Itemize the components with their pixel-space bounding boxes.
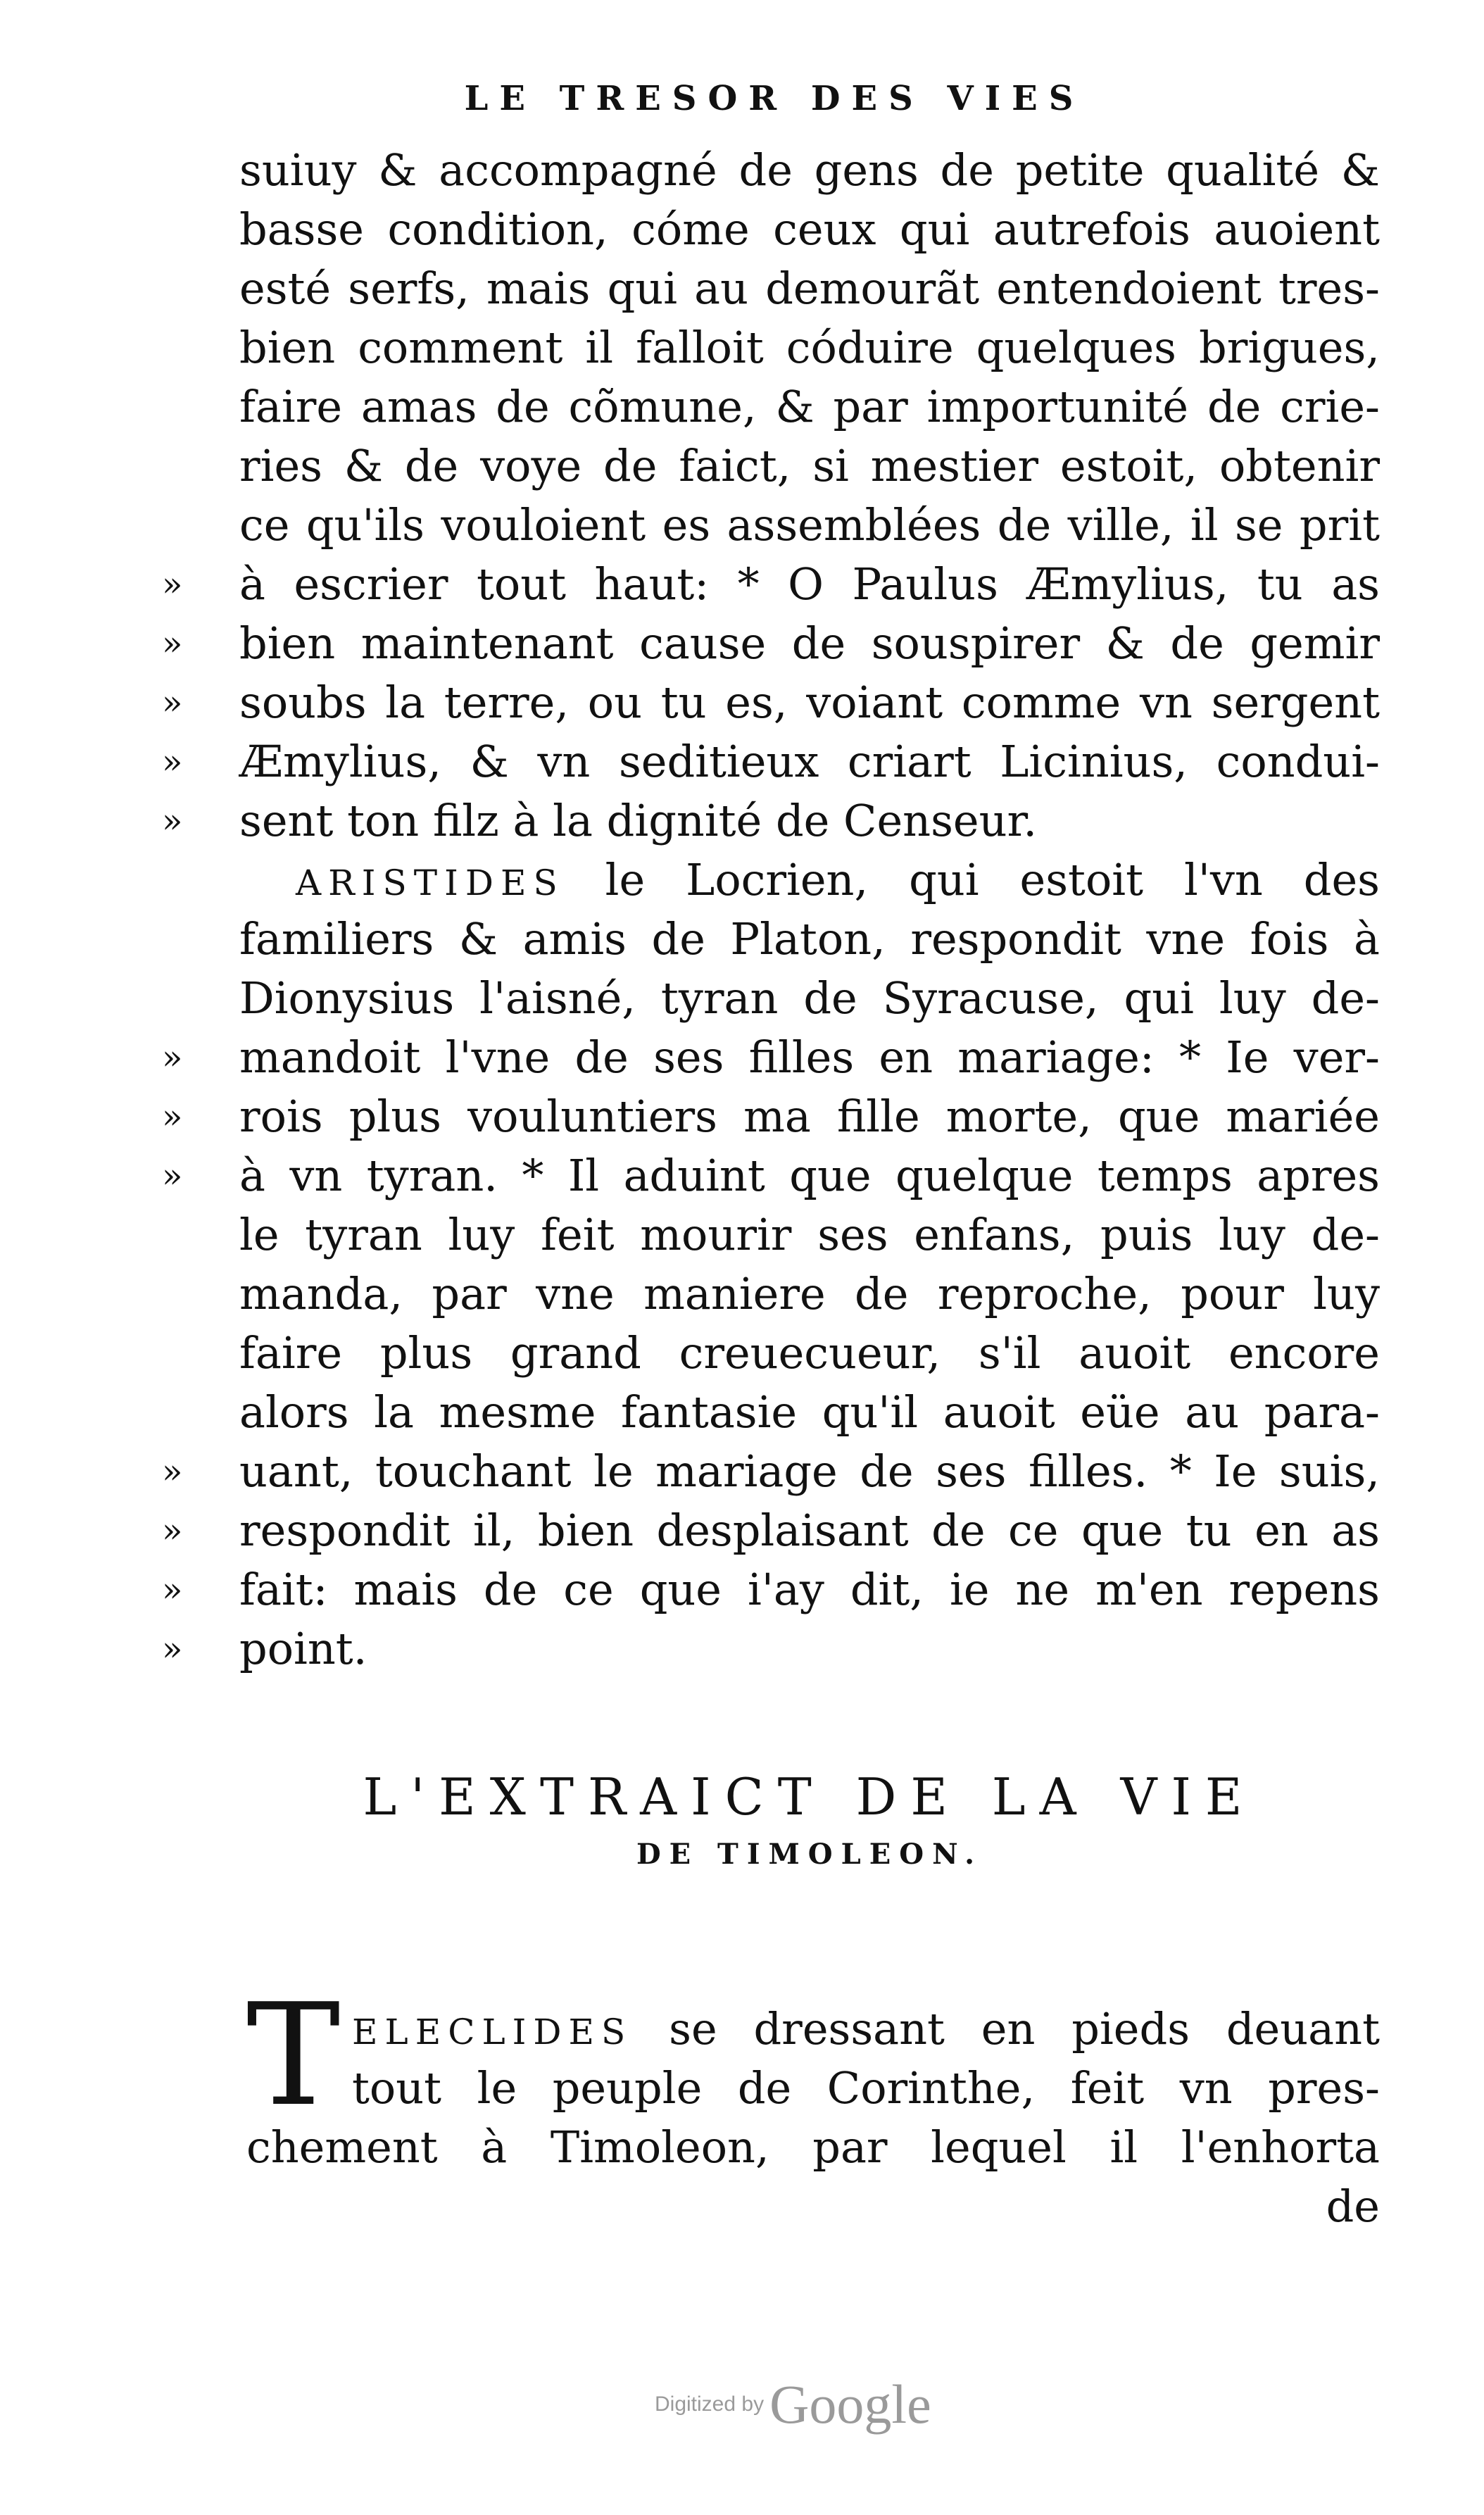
text-line [239,377,1380,437]
text-line [162,1619,1380,1679]
text-line [239,1205,1380,1265]
quotation-marker: » [162,1570,183,1610]
quotation-marker: » [162,565,183,604]
text-line-content: faire amas de cõmune, & par importunité de crie- [239,381,1380,432]
text-line-content: respondit il, bien desplaisant de ce que tu en as [239,1505,1380,1556]
text-line [162,673,1380,732]
text-line [239,1383,1380,1442]
quotation-marker: » [162,1452,183,1491]
text-line [239,141,1380,200]
quotation-marker: » [162,1629,183,1669]
text-line: tout le peuple de Corinthe, feit vn pres- [352,2062,1380,2114]
catchword: de [1326,2181,1380,2232]
text-line-content: bien maintenant cause de souspirer & de gemir [239,617,1380,669]
text-line-content: esté serfs, mais qui au demourãt entendoient tres- [239,263,1380,314]
text-line-content: manda, par vne maniere de reproche, pour luy [239,1268,1380,1319]
text-line [239,318,1380,377]
text-line-rest: se dressant en pieds deuant [669,2003,1380,2055]
text-line-content: soubs la terre, ou tu es, voiant comme vn sergent [239,677,1380,728]
text-line-content: basse condition, cóme ceux qui autrefois auoient [239,203,1380,255]
first-word-smallcaps: ARISTIDES [296,863,565,903]
text-line [162,1087,1380,1146]
text-line-content: suiuy & accompagné de gens de petite qualité & [239,144,1380,196]
text-line-content: faire plus grand creuecueur, s'il auoit encore [239,1327,1380,1379]
text-line [162,732,1380,791]
text-line [239,259,1380,318]
watermark-small-text: Digitized by [655,2392,765,2416]
text-line-content: bien comment il falloit códuire quelques brigues, [239,322,1380,373]
drop-cap: T [246,1974,341,2138]
text-line-content: ries & de voye de faict, si mestier estoit, obtenir [239,440,1380,491]
digitization-watermark [655,2373,1007,2436]
quotation-marker: » [162,624,183,663]
text-line-content: alors la mesme fantasie qu'il auoit eüe au para- [239,1386,1380,1438]
quotation-marker: » [162,1156,183,1196]
text-line-content: sent ton filz à la dignité de Censeur. [239,795,1038,846]
text-line-content: rois plus vouluntiers ma fille morte, que mariée [239,1091,1380,1142]
watermark-logo-text: Google [769,2373,931,2435]
text-line-content: familiers & amis de Platon, respondit vne fois à [239,913,1380,965]
text-line-rest: le Locrien, qui estoit l'vn des [605,854,1380,905]
text-line-content: point. [239,1623,367,1674]
text-line: chement à Timoleon, par lequel il l'enhorta [246,2121,1380,2173]
text-line-content: le tyran luy feit mourir ses enfans, puis luy de- [239,1209,1380,1260]
text-line [239,437,1380,496]
text-line-content: fait: mais de ce que i'ay dit, ie ne m'en repens [239,1564,1380,1615]
text-line [239,910,1380,969]
text-line [162,1560,1380,1619]
quotation-marker: » [162,1038,183,1077]
quotation-marker: » [162,801,183,841]
text-line-content: mandoit l'vne de ses filles en mariage: * Ie ver- [239,1031,1380,1083]
paragraph-1 [162,141,1380,1679]
text-line-content: Dionysius l'aisné, tyran de Syracuse, qui luy de- [239,972,1380,1024]
text-line [162,1146,1380,1205]
section-title: L'EXTRAICT DE LA VIE [363,1767,1257,1826]
text-line-content: ce qu'ils vouloient es assemblées de ville, il se prit [239,499,1380,551]
quotation-marker: » [162,1097,183,1136]
text-line [239,200,1380,259]
text-line-content: à vn tyran. * Il aduint que quelque temps apres [239,1150,1380,1201]
text-line [239,851,1380,910]
text-line [162,555,1380,614]
text-line [239,1324,1380,1383]
text-line [162,1501,1380,1560]
text-line-content: uant, touchant le mariage de ses filles. * Ie suis, [239,1445,1380,1497]
text-line [162,1028,1380,1087]
text-line [239,969,1380,1028]
paragraph-3 [246,1974,1380,2236]
quotation-marker: » [162,683,183,722]
text-line [162,614,1380,673]
text-line-content: à escrier tout haut: * O Paulus Æmylius, tu as [239,558,1380,610]
text-line [239,496,1380,555]
quotation-marker: » [162,1511,183,1550]
text-line-content: Æmylius, & vn seditieux criart Licinius, condui- [239,736,1380,787]
text-line [239,1265,1380,1324]
text-line [352,2000,1380,2059]
text-line [162,1442,1380,1501]
quotation-marker: » [162,742,183,782]
running-head: LE TRESOR DES VIES [464,79,1085,118]
first-word-smallcaps: ELECLIDES [352,2012,633,2052]
section-subtitle: DE TIMOLEON. [636,1838,983,1871]
text-line [162,791,1380,851]
